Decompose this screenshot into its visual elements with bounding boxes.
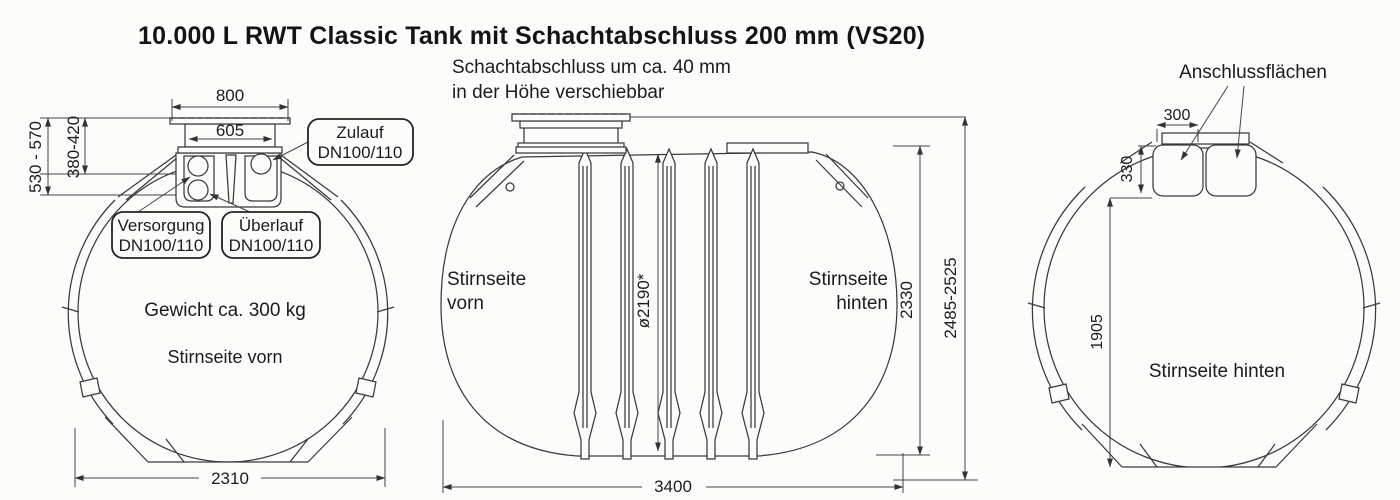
svg-text:Überlauf: Überlauf	[238, 216, 304, 235]
svg-text:DN100/110: DN100/110	[118, 236, 204, 255]
drawing-title: 10.000 L RWT Classic Tank mit Schachtabschluss 200 mm (VS20)	[138, 22, 926, 50]
front-pipe-inlet	[251, 154, 271, 174]
rear-connection-label: Anschlussflächen	[1179, 62, 1327, 83]
side-face-front-1: Stirnseite	[447, 269, 527, 290]
side-note-line2: in der Höhe verschiebbar	[452, 82, 665, 103]
dim-neck-width: 605	[215, 121, 245, 140]
svg-text:DN100/110: DN100/110	[317, 143, 403, 162]
rear-top-plate	[1162, 133, 1249, 144]
dim-inlet-depth: 380-420	[64, 115, 83, 179]
front-pipe-supply	[188, 156, 208, 176]
rear-tank-outline	[1044, 148, 1364, 468]
front-weight-note: Gewicht ca. 300 kg	[144, 300, 306, 321]
side-connection-pad	[727, 143, 808, 153]
dim-overall-width: 2310	[211, 469, 249, 488]
rear-strap-tab-left	[1049, 384, 1069, 403]
label-versorgung	[112, 212, 210, 258]
front-face-label: Stirnseite vorn	[167, 347, 283, 367]
side-note-line1: Schachtabschluss um ca. 40 mm	[452, 57, 731, 78]
side-face-front-2: vorn	[447, 293, 484, 314]
svg-text:Zulauf: Zulauf	[336, 123, 384, 142]
front-pipe-overflow	[188, 180, 208, 200]
front-strap-tab-right	[356, 378, 376, 397]
side-shaft-lid	[512, 114, 630, 121]
side-shaft-neck	[524, 127, 618, 145]
dim-pad-height: 330	[1119, 155, 1136, 183]
dim-diameter: ø2190*	[634, 273, 653, 329]
svg-text:Versorgung: Versorgung	[117, 216, 205, 235]
dim-overall-length: 3400	[654, 477, 692, 496]
front-view	[26, 86, 413, 500]
side-face-back-2: hinten	[836, 293, 888, 314]
dim-body-height: 2330	[897, 281, 916, 319]
rear-strap-tab-right	[1339, 384, 1359, 403]
side-view	[441, 57, 978, 496]
front-strap-tab-left	[80, 378, 100, 397]
rear-pad-left	[1153, 145, 1203, 196]
rear-view	[1028, 62, 1380, 500]
label-zulauf	[308, 119, 413, 165]
svg-text:DN100/110: DN100/110	[228, 236, 314, 255]
label-ueberlauf	[222, 212, 320, 258]
side-face-back-1: Stirnseite	[808, 269, 888, 290]
rear-face-label: Stirnseite hinten	[1148, 361, 1286, 382]
dim-supply-depth: 530 - 570	[26, 121, 45, 193]
dim-overall-height: 2485-2525	[941, 257, 960, 339]
dim-pad-width: 300	[1163, 107, 1191, 124]
rear-pad-right	[1206, 145, 1256, 196]
dim-cover-width: 800	[215, 86, 245, 105]
dim-height-below-pads: 1905	[1089, 314, 1106, 350]
